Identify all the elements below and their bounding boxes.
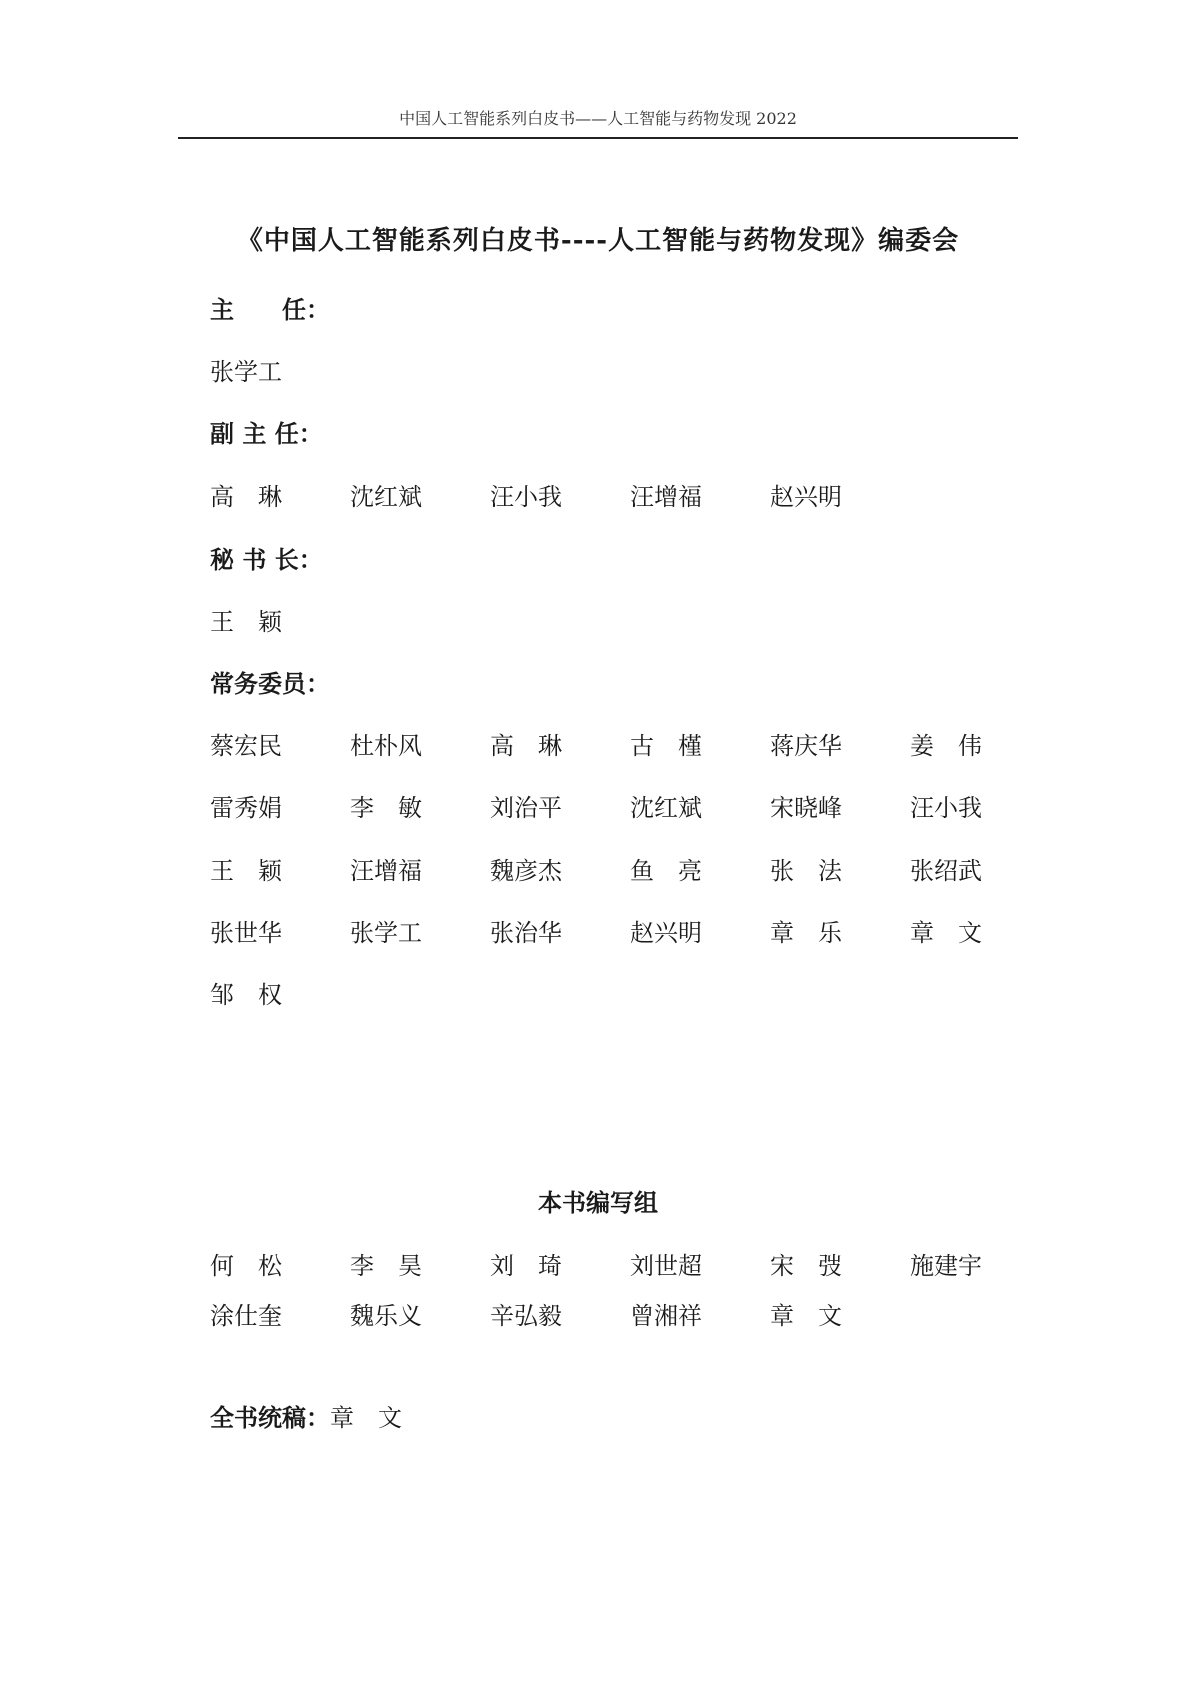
person-name: 何 松 [210,1252,282,1280]
secretary-general-names [210,602,350,637]
standing-members-row [210,726,1050,761]
person-name: 赵兴明 [630,919,702,947]
deputy-director-names [210,477,910,512]
standing-members-row [210,913,1050,948]
person-name: 王 颖 [210,857,282,885]
person-name: 王 颖 [210,608,282,636]
person-name: 施建宇 [910,1252,982,1280]
person-name: 宋 弢 [770,1252,842,1280]
person-name: 汪增福 [350,857,422,885]
writing-group-title: 本书编写组 [538,1188,658,1217]
director-label: 主 任： [210,295,330,324]
running-header: 中国人工智能系列白皮书——人工智能与药物发现 2022 [399,109,797,128]
standing-members-label: 常务委员： [210,669,330,698]
person-name: 高 琳 [210,483,282,511]
standing-members-row [210,851,1050,886]
person-name: 蔡宏民 [210,732,282,760]
final-editor-label: 全书统稿： [210,1403,330,1432]
person-name: 辛弘毅 [490,1302,562,1330]
person-name: 张世华 [210,919,282,947]
person-name: 汪小我 [490,483,562,511]
person-name: 章 文 [770,1302,842,1330]
person-name: 沈红斌 [350,483,422,511]
writing-group-row [210,1296,910,1331]
person-name: 邹 权 [210,981,282,1009]
standing-members-row [210,975,350,1010]
person-name: 张治华 [490,919,562,947]
person-name: 张 法 [770,857,842,885]
person-name: 蒋庆华 [770,732,842,760]
person-name: 涂仕奎 [210,1302,282,1330]
person-name: 张学工 [210,358,282,386]
person-name: 李 昊 [350,1252,422,1280]
page-title: 《中国人工智能系列白皮书----人工智能与药物发现》编委会 [236,226,960,256]
deputy-director-label: 副 主 任： [210,419,323,448]
person-name: 章 文 [910,919,982,947]
person-name: 沈红斌 [630,794,702,822]
standing-members-row [210,788,1050,823]
person-name: 汪小我 [910,794,982,822]
director-names [210,352,350,387]
person-name: 杜朴风 [350,732,422,760]
secretary-general-label: 秘 书 长： [210,545,323,574]
person-name: 张绍武 [910,857,982,885]
person-name: 魏彦杰 [490,857,562,885]
person-name: 刘世超 [630,1252,702,1280]
person-name: 赵兴明 [770,483,842,511]
person-name: 鱼 亮 [630,857,702,885]
person-name: 古 槿 [630,732,702,760]
final-editor-line [210,1398,402,1433]
person-name: 姜 伟 [910,732,982,760]
person-name: 章 文 [330,1404,402,1432]
header-rule [178,137,1018,139]
person-name: 刘 琦 [490,1252,562,1280]
person-name: 章 乐 [770,919,842,947]
writing-group-row [210,1246,1050,1281]
person-name: 刘治平 [490,794,562,822]
person-name: 高 琳 [490,732,562,760]
person-name: 张学工 [350,919,422,947]
person-name: 李 敏 [350,794,422,822]
person-name: 雷秀娟 [210,794,282,822]
person-name: 魏乐义 [350,1302,422,1330]
person-name: 曾湘祥 [630,1302,702,1330]
person-name: 宋晓峰 [770,794,842,822]
person-name: 汪增福 [630,483,702,511]
